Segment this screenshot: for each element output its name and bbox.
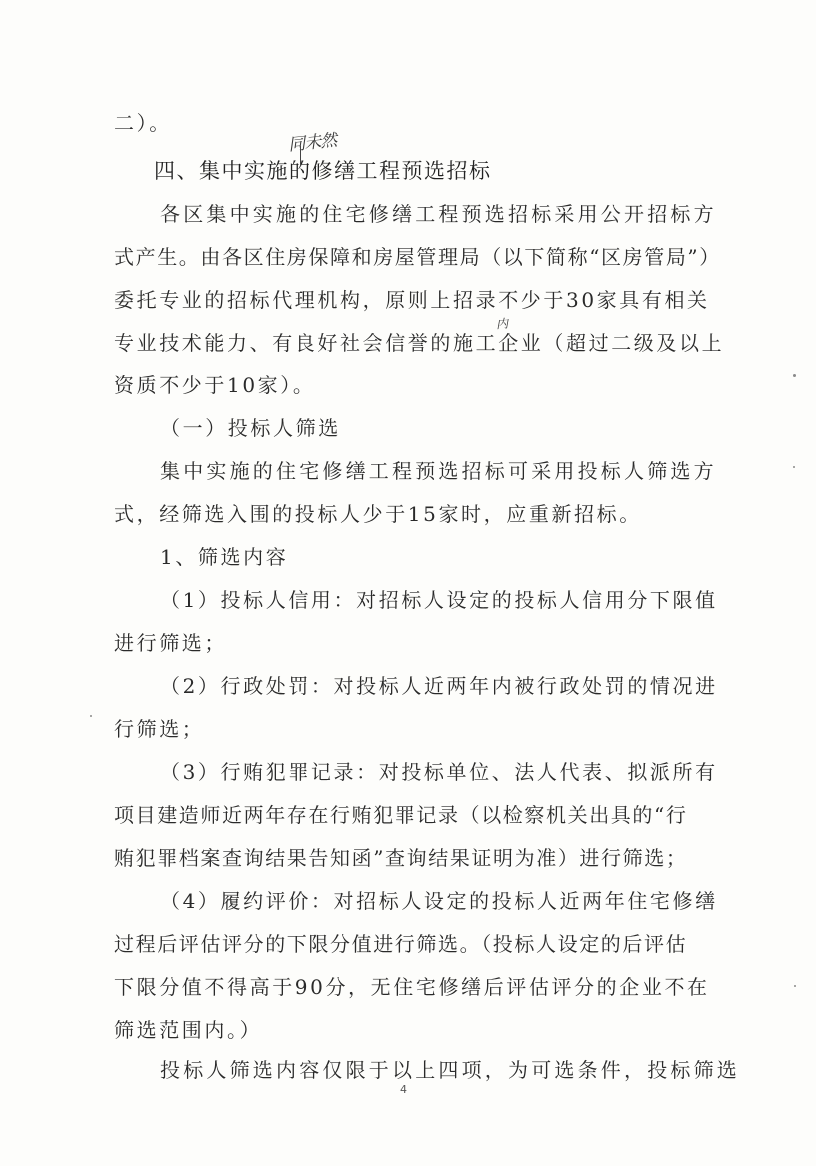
- list-item-continuation: 进行筛选；: [114, 631, 227, 655]
- paragraph-line: 投标人筛选内容仅限于以上四项，为可选条件，投标筛选: [160, 1058, 740, 1082]
- list-item-continuation: 行筛选；: [114, 717, 205, 741]
- insertion-mark: [300, 146, 301, 166]
- handwritten-annotation: 内: [495, 316, 509, 332]
- paragraph-line: 集中实施的住宅修缮工程预选招标可采用投标人筛选方: [160, 459, 717, 483]
- page-number: 4: [400, 1083, 407, 1096]
- paragraph-line: 各区集中实施的住宅修缮工程预选招标采用公开招标方: [160, 202, 717, 226]
- scan-speck: [793, 466, 795, 468]
- scan-speck: [90, 715, 92, 717]
- paragraph-line: 委托专业的招标代理机构，原则上招录不少于30家具有相关: [114, 288, 710, 312]
- paragraph-line: 式产生。由各区住房保障和房屋管理局（以下简称“区房管局”）: [114, 245, 721, 269]
- scan-speck: [793, 374, 796, 377]
- handwritten-annotation: 同未然: [287, 130, 338, 156]
- list-item-continuation: 项目建造师近两年存在行贿犯罪记录（以检察机关出具的“行: [114, 803, 688, 827]
- list-item: （2）行政处罚：对投标人近两年内被行政处罚的情况进: [160, 674, 718, 698]
- paragraph-line: 资质不少于10家）。: [114, 373, 316, 397]
- list-heading: 1、筛选内容: [160, 545, 289, 569]
- list-item: （1）投标人信用：对招标人设定的投标人信用分下限值: [160, 588, 718, 612]
- list-item-continuation: 下限分值不得高于90分，无住宅修缮后评估评分的企业不在: [114, 975, 710, 999]
- list-item-continuation: 贿犯罪档案查询结果告知函”查询结果证明为准）进行筛选；: [114, 846, 688, 870]
- list-item-continuation: 过程后评估评分的下限分值进行筛选。（投标人设定的后评估: [114, 932, 688, 956]
- section-heading: 四、集中实施的修缮工程预选招标: [154, 159, 492, 183]
- list-item: （4）履约评价：对招标人设定的投标人近两年住宅修缮: [160, 889, 718, 913]
- list-item: （3）行贿犯罪记录：对投标单位、法人代表、拟派所有: [160, 760, 718, 784]
- scan-speck: [794, 985, 796, 987]
- paragraph-line: 专业技术能力、有良好社会信誉的施工企业（超过二级及以上: [114, 331, 725, 355]
- paragraph-line: 式，经筛选入围的投标人少于15家时，应重新招标。: [114, 502, 642, 526]
- text-line: 二）。: [114, 111, 172, 135]
- list-item-continuation: 筛选范围内。）: [114, 1018, 263, 1042]
- subsection-heading: （一）投标人筛选: [160, 416, 341, 440]
